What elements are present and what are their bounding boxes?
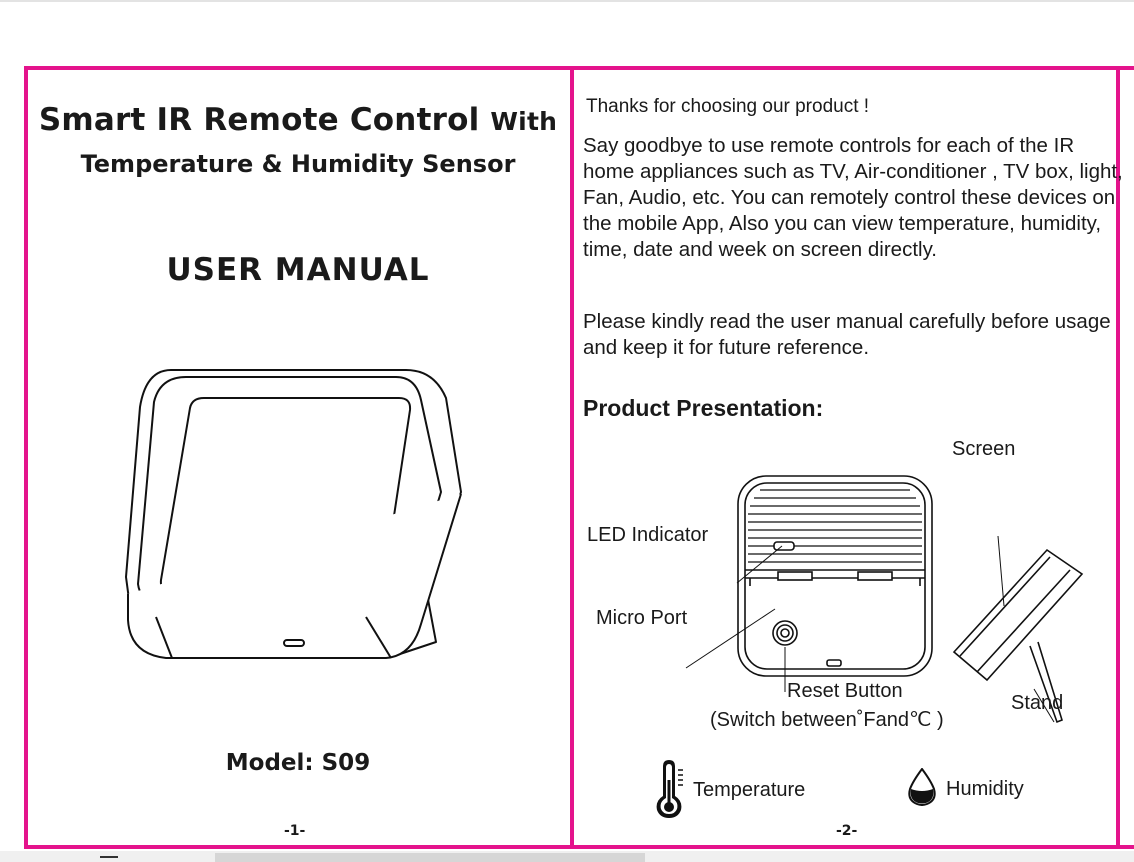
label-switch-units: (Switch between˚Fand℃ ) xyxy=(710,709,944,731)
label-stand: Stand xyxy=(1011,692,1064,714)
page-number: -1- xyxy=(284,823,306,839)
label-led-indicator: LED Indicator xyxy=(587,524,709,546)
read-manual-paragraph: Please kindly read the user manual carefully before usage and keep it for future reference. xyxy=(583,310,1111,359)
next-page-edge xyxy=(1117,66,1134,70)
next-page-edge-bottom xyxy=(1117,845,1134,849)
water-drop-icon xyxy=(907,768,937,806)
device-back-view xyxy=(738,476,932,676)
viewer-bottom-bar xyxy=(0,851,1134,862)
title-with: With xyxy=(490,107,558,136)
label-micro-port: Micro Port xyxy=(596,607,688,629)
user-manual-heading: USER MANUAL xyxy=(166,252,430,288)
label-reset-button: Reset Button xyxy=(787,680,903,702)
manual-page-2 xyxy=(570,66,1123,849)
product-subtitle: Temperature & Humidity Sensor xyxy=(80,150,516,178)
thermometer-icon xyxy=(652,760,688,818)
manual-page-1 xyxy=(24,66,572,849)
section-heading: Product Presentation: xyxy=(583,395,824,421)
thanks-text: Thanks for choosing our product ! xyxy=(586,96,870,117)
horizontal-scrollbar[interactable] xyxy=(215,853,645,862)
top-divider xyxy=(0,0,1134,2)
label-temperature: Temperature xyxy=(693,779,806,801)
product-title xyxy=(28,102,568,138)
device-illustration xyxy=(116,362,476,662)
model-number: Model: S09 xyxy=(225,750,371,776)
label-screen: Screen xyxy=(952,438,1016,460)
toolbar-glyph xyxy=(100,856,118,858)
intro-paragraph: Say goodbye to use remote controls for each of the IR home appliances such as TV, Air-conditioner , TV box, light, Fan, Audio, etc. You can remotely control these devices on the mobile App, Also you can view temperature, humidity, time, date and week on screen directly. xyxy=(583,134,1123,261)
title-main: Smart IR Remote Control xyxy=(38,102,480,138)
label-humidity: Humidity xyxy=(946,778,1024,800)
page-number: -2- xyxy=(836,823,858,839)
